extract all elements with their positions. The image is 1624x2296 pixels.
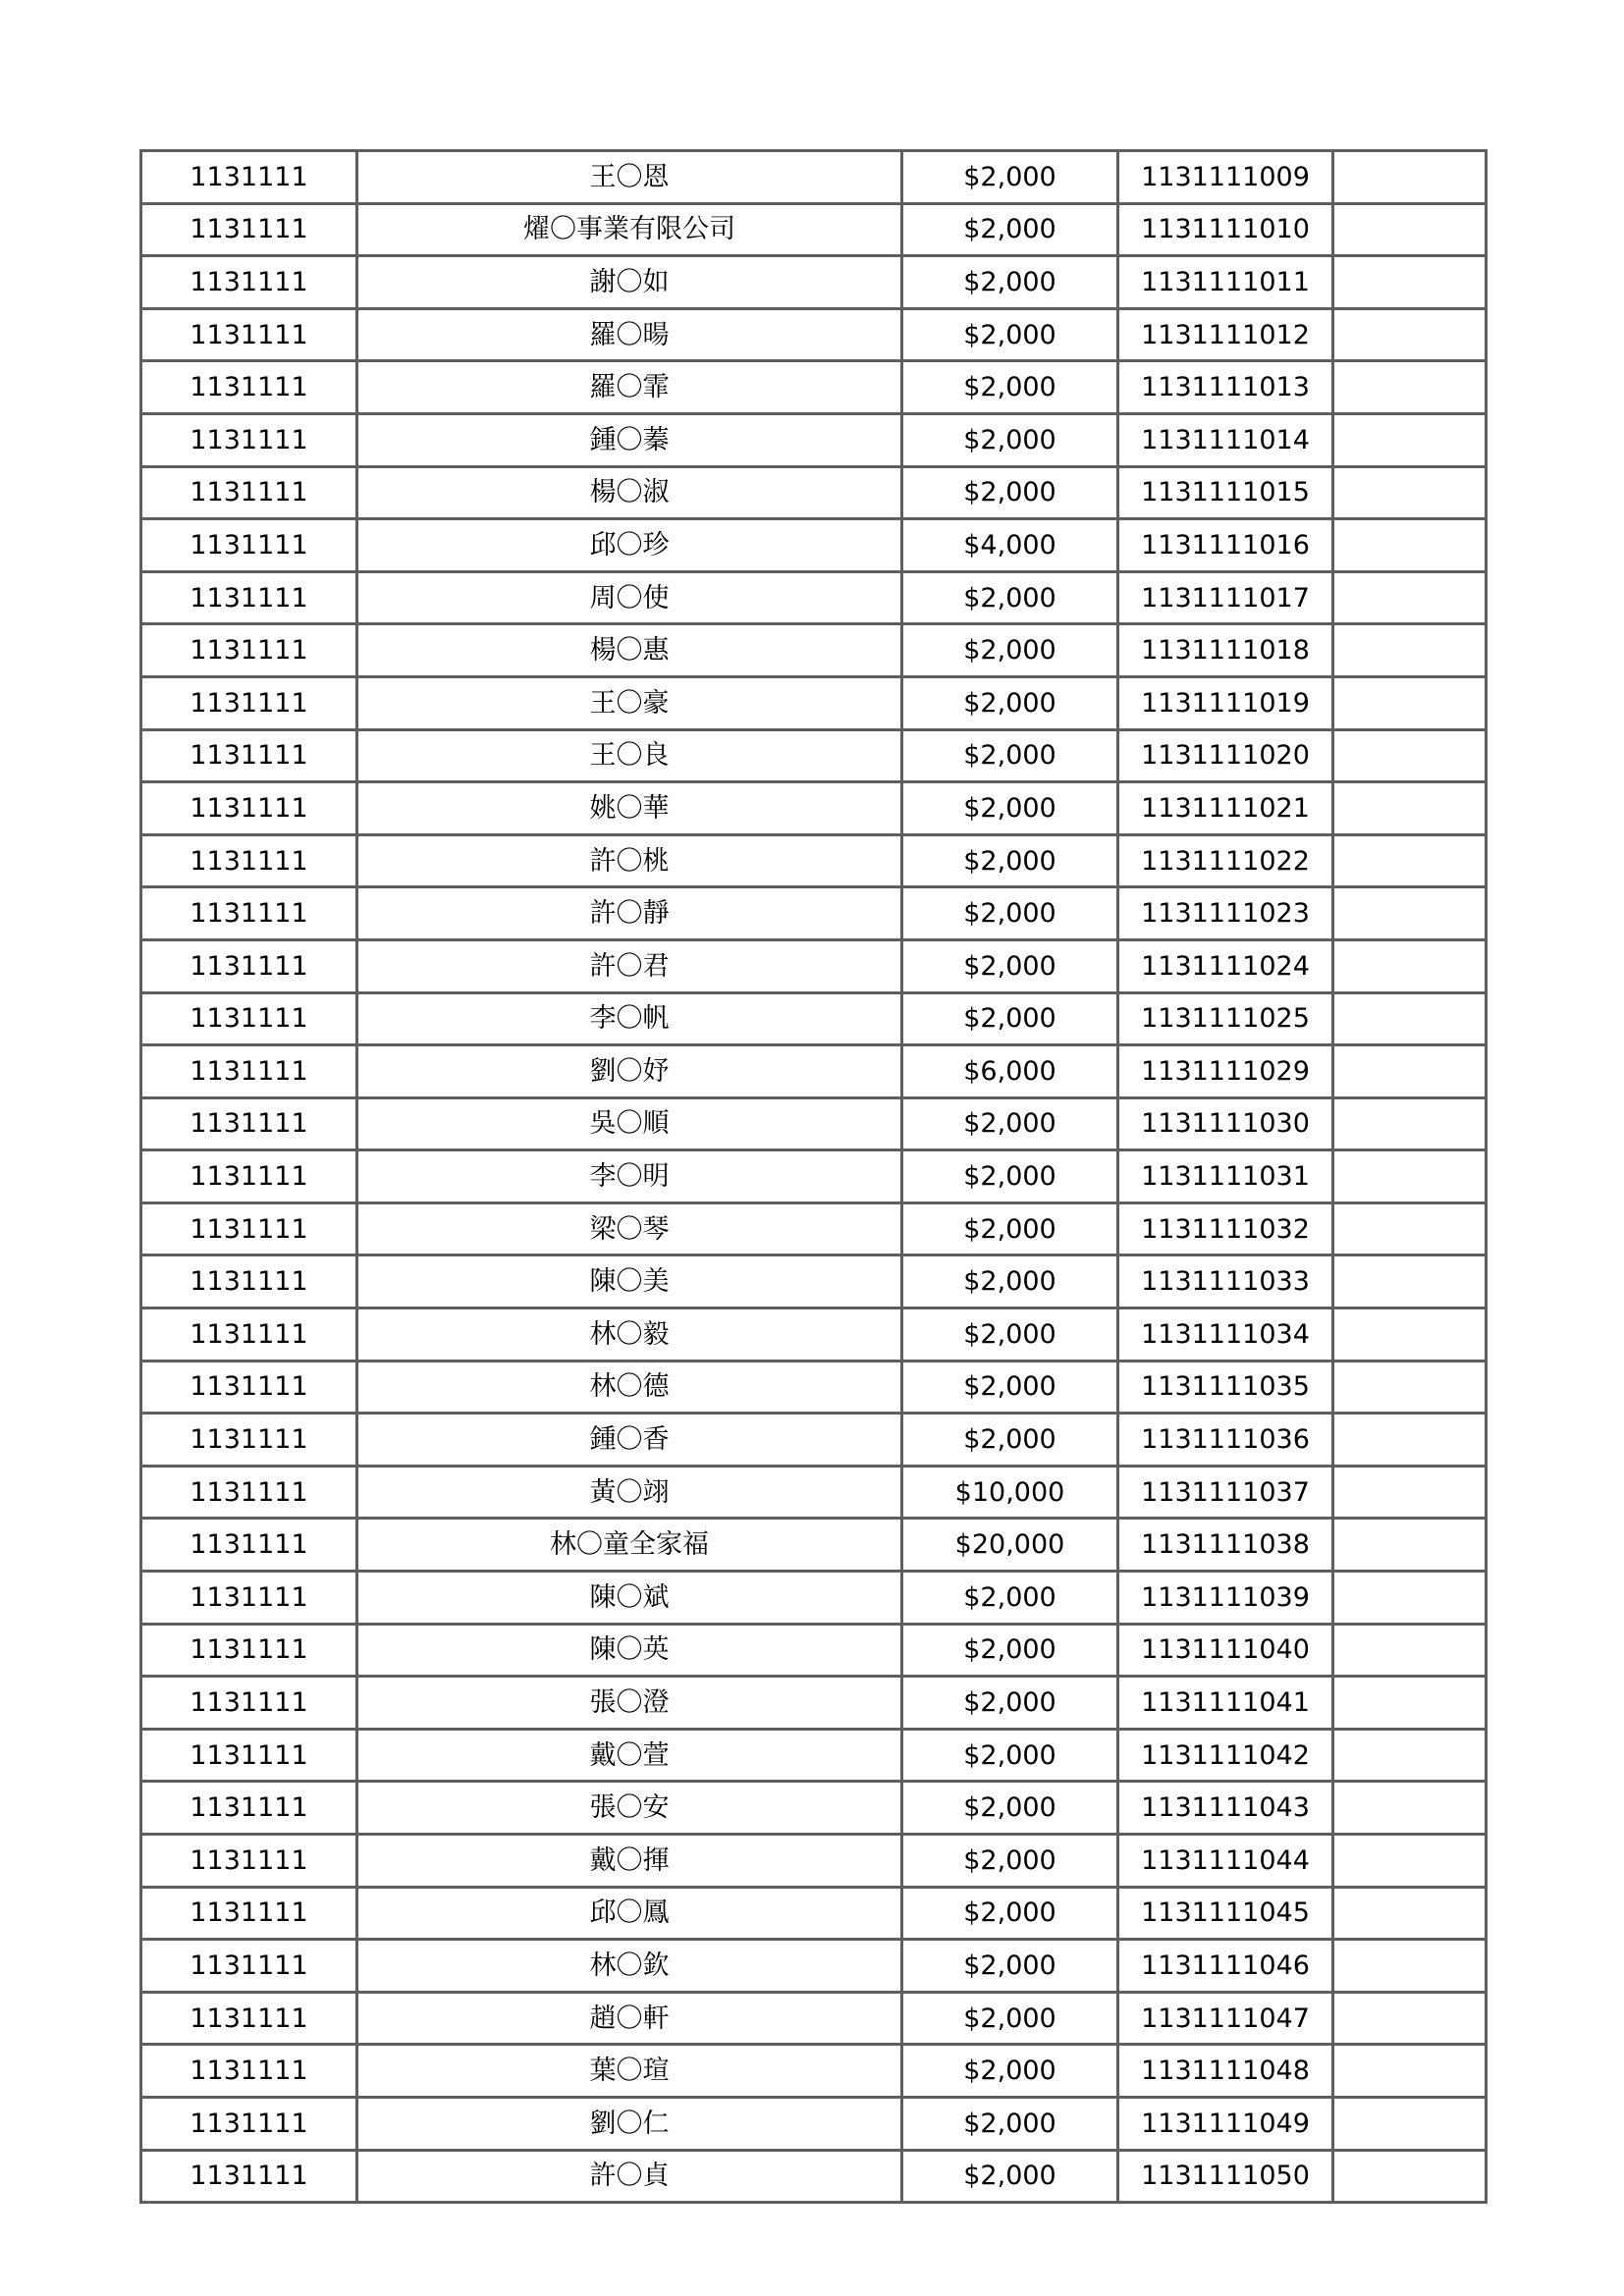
note-cell bbox=[1333, 203, 1487, 256]
receipt-number-cell: 1131111009 bbox=[1118, 151, 1333, 204]
receipt-number-cell: 1131111041 bbox=[1118, 1677, 1333, 1730]
donor-name-cell: 楊〇淑 bbox=[357, 466, 902, 519]
note-cell bbox=[1333, 1519, 1487, 1572]
receipt-number-cell: 1131111048 bbox=[1118, 2045, 1333, 2098]
amount-cell: $2,000 bbox=[902, 571, 1118, 624]
table-row bbox=[141, 466, 1487, 519]
receipt-number-cell: 1131111011 bbox=[1118, 256, 1333, 309]
donor-name-cell: 梁〇琴 bbox=[357, 1202, 902, 1255]
amount-cell: $2,000 bbox=[902, 1361, 1118, 1414]
note-cell bbox=[1333, 361, 1487, 414]
table-row bbox=[141, 1519, 1487, 1572]
note-cell bbox=[1333, 256, 1487, 309]
date-cell: 1131111 bbox=[141, 256, 357, 309]
table-row bbox=[141, 1782, 1487, 1835]
receipt-number-cell: 1131111030 bbox=[1118, 1097, 1333, 1150]
amount-cell: $2,000 bbox=[902, 203, 1118, 256]
receipt-number-cell: 1131111050 bbox=[1118, 2150, 1333, 2203]
note-cell bbox=[1333, 676, 1487, 729]
table-row bbox=[141, 624, 1487, 677]
table-row bbox=[141, 1677, 1487, 1730]
receipt-number-cell: 1131111025 bbox=[1118, 992, 1333, 1045]
donor-name-cell: 林〇欽 bbox=[357, 1940, 902, 1993]
receipt-number-cell: 1131111033 bbox=[1118, 1255, 1333, 1308]
donor-name-cell: 王〇良 bbox=[357, 729, 902, 782]
date-cell: 1131111 bbox=[141, 992, 357, 1045]
donor-name-cell: 林〇童全家福 bbox=[357, 1519, 902, 1572]
donor-name-cell: 羅〇霏 bbox=[357, 361, 902, 414]
table-row bbox=[141, 1992, 1487, 2045]
amount-cell: $4,000 bbox=[902, 519, 1118, 572]
donor-name-cell: 陳〇美 bbox=[357, 1255, 902, 1308]
note-cell bbox=[1333, 1097, 1487, 1150]
amount-cell: $2,000 bbox=[902, 1255, 1118, 1308]
date-cell: 1131111 bbox=[141, 1466, 357, 1519]
receipt-number-cell: 1131111023 bbox=[1118, 887, 1333, 940]
note-cell bbox=[1333, 1045, 1487, 1098]
date-cell: 1131111 bbox=[141, 1572, 357, 1625]
receipt-number-cell: 1131111018 bbox=[1118, 624, 1333, 677]
note-cell bbox=[1333, 1729, 1487, 1782]
donor-name-cell: 戴〇萱 bbox=[357, 1729, 902, 1782]
date-cell: 1131111 bbox=[141, 2150, 357, 2203]
receipt-number-cell: 1131111045 bbox=[1118, 1887, 1333, 1940]
table-row bbox=[141, 992, 1487, 1045]
donor-name-cell: 李〇帆 bbox=[357, 992, 902, 1045]
date-cell: 1131111 bbox=[141, 571, 357, 624]
donor-name-cell: 羅〇暘 bbox=[357, 308, 902, 361]
date-cell: 1131111 bbox=[141, 1519, 357, 1572]
donor-name-cell: 燿〇事業有限公司 bbox=[357, 203, 902, 256]
amount-cell: $2,000 bbox=[902, 1414, 1118, 1467]
amount-cell: $2,000 bbox=[902, 1202, 1118, 1255]
table-row bbox=[141, 571, 1487, 624]
date-cell: 1131111 bbox=[141, 466, 357, 519]
amount-cell: $2,000 bbox=[902, 1729, 1118, 1782]
table-row bbox=[141, 887, 1487, 940]
table-row bbox=[141, 834, 1487, 887]
donor-name-cell: 王〇恩 bbox=[357, 151, 902, 204]
date-cell: 1131111 bbox=[141, 203, 357, 256]
note-cell bbox=[1333, 1992, 1487, 2045]
amount-cell: $10,000 bbox=[902, 1466, 1118, 1519]
receipt-number-cell: 1131111046 bbox=[1118, 1940, 1333, 1993]
receipt-number-cell: 1131111049 bbox=[1118, 2097, 1333, 2150]
receipt-number-cell: 1131111019 bbox=[1118, 676, 1333, 729]
date-cell: 1131111 bbox=[141, 1255, 357, 1308]
donor-name-cell: 許〇靜 bbox=[357, 887, 902, 940]
table-row bbox=[141, 1835, 1487, 1888]
amount-cell: $2,000 bbox=[902, 782, 1118, 835]
receipt-number-cell: 1131111042 bbox=[1118, 1729, 1333, 1782]
table-row bbox=[141, 256, 1487, 309]
table-row bbox=[141, 151, 1487, 204]
note-cell bbox=[1333, 834, 1487, 887]
date-cell: 1131111 bbox=[141, 1361, 357, 1414]
table-row bbox=[141, 1202, 1487, 1255]
date-cell: 1131111 bbox=[141, 1097, 357, 1150]
receipt-number-cell: 1131111040 bbox=[1118, 1624, 1333, 1677]
receipt-number-cell: 1131111038 bbox=[1118, 1519, 1333, 1572]
table-row bbox=[141, 1361, 1487, 1414]
note-cell bbox=[1333, 571, 1487, 624]
receipt-number-cell: 1131111039 bbox=[1118, 1572, 1333, 1625]
amount-cell: $20,000 bbox=[902, 1519, 1118, 1572]
note-cell bbox=[1333, 2150, 1487, 2203]
amount-cell: $2,000 bbox=[902, 413, 1118, 466]
table-row bbox=[141, 1466, 1487, 1519]
note-cell bbox=[1333, 1572, 1487, 1625]
table-row bbox=[141, 413, 1487, 466]
receipt-number-cell: 1131111036 bbox=[1118, 1414, 1333, 1467]
table-row bbox=[141, 1308, 1487, 1362]
receipt-number-cell: 1131111017 bbox=[1118, 571, 1333, 624]
table-row bbox=[141, 1887, 1487, 1940]
receipt-number-cell: 1131111043 bbox=[1118, 1782, 1333, 1835]
table-row bbox=[141, 1255, 1487, 1308]
amount-cell: $2,000 bbox=[902, 834, 1118, 887]
note-cell bbox=[1333, 1414, 1487, 1467]
date-cell: 1131111 bbox=[141, 676, 357, 729]
date-cell: 1131111 bbox=[141, 1887, 357, 1940]
donor-name-cell: 趙〇軒 bbox=[357, 1992, 902, 2045]
date-cell: 1131111 bbox=[141, 1677, 357, 1730]
amount-cell: $2,000 bbox=[902, 1624, 1118, 1677]
note-cell bbox=[1333, 1308, 1487, 1362]
date-cell: 1131111 bbox=[141, 782, 357, 835]
table-row bbox=[141, 1097, 1487, 1150]
amount-cell: $2,000 bbox=[902, 1308, 1118, 1362]
amount-cell: $2,000 bbox=[902, 2097, 1118, 2150]
amount-cell: $2,000 bbox=[902, 992, 1118, 1045]
note-cell bbox=[1333, 624, 1487, 677]
amount-cell: $2,000 bbox=[902, 1677, 1118, 1730]
receipt-number-cell: 1131111022 bbox=[1118, 834, 1333, 887]
date-cell: 1131111 bbox=[141, 1835, 357, 1888]
note-cell bbox=[1333, 1466, 1487, 1519]
receipt-number-cell: 1131111014 bbox=[1118, 413, 1333, 466]
amount-cell: $2,000 bbox=[902, 1097, 1118, 1150]
note-cell bbox=[1333, 729, 1487, 782]
donation-table-body bbox=[141, 151, 1487, 2203]
amount-cell: $2,000 bbox=[902, 151, 1118, 204]
date-cell: 1131111 bbox=[141, 1150, 357, 1203]
donor-name-cell: 鍾〇蓁 bbox=[357, 413, 902, 466]
receipt-number-cell: 1131111029 bbox=[1118, 1045, 1333, 1098]
table-row bbox=[141, 1572, 1487, 1625]
table-row bbox=[141, 1624, 1487, 1677]
note-cell bbox=[1333, 519, 1487, 572]
table-row bbox=[141, 308, 1487, 361]
donor-name-cell: 王〇豪 bbox=[357, 676, 902, 729]
table-row bbox=[141, 782, 1487, 835]
donor-name-cell: 鍾〇香 bbox=[357, 1414, 902, 1467]
table-row bbox=[141, 2097, 1487, 2150]
amount-cell: $2,000 bbox=[902, 361, 1118, 414]
donor-name-cell: 許〇君 bbox=[357, 939, 902, 992]
table-row bbox=[141, 1940, 1487, 1993]
note-cell bbox=[1333, 992, 1487, 1045]
receipt-number-cell: 1131111013 bbox=[1118, 361, 1333, 414]
amount-cell: $2,000 bbox=[902, 1572, 1118, 1625]
receipt-number-cell: 1131111016 bbox=[1118, 519, 1333, 572]
date-cell: 1131111 bbox=[141, 308, 357, 361]
date-cell: 1131111 bbox=[141, 2097, 357, 2150]
date-cell: 1131111 bbox=[141, 1045, 357, 1098]
donor-name-cell: 邱〇鳳 bbox=[357, 1887, 902, 1940]
note-cell bbox=[1333, 1202, 1487, 1255]
table-row bbox=[141, 519, 1487, 572]
note-cell bbox=[1333, 151, 1487, 204]
donation-table bbox=[139, 149, 1488, 2204]
table-row bbox=[141, 361, 1487, 414]
note-cell bbox=[1333, 1887, 1487, 1940]
receipt-number-cell: 1131111037 bbox=[1118, 1466, 1333, 1519]
date-cell: 1131111 bbox=[141, 1729, 357, 1782]
donor-name-cell: 謝〇如 bbox=[357, 256, 902, 309]
table-row bbox=[141, 2150, 1487, 2203]
date-cell: 1131111 bbox=[141, 729, 357, 782]
table-row bbox=[141, 1045, 1487, 1098]
donor-name-cell: 姚〇華 bbox=[357, 782, 902, 835]
amount-cell: $2,000 bbox=[902, 1835, 1118, 1888]
table-row bbox=[141, 1414, 1487, 1467]
receipt-number-cell: 1131111034 bbox=[1118, 1308, 1333, 1362]
amount-cell: $2,000 bbox=[902, 1992, 1118, 2045]
table-row bbox=[141, 1150, 1487, 1203]
donor-name-cell: 李〇明 bbox=[357, 1150, 902, 1203]
amount-cell: $6,000 bbox=[902, 1045, 1118, 1098]
donor-name-cell: 邱〇珍 bbox=[357, 519, 902, 572]
note-cell bbox=[1333, 1782, 1487, 1835]
date-cell: 1131111 bbox=[141, 834, 357, 887]
date-cell: 1131111 bbox=[141, 361, 357, 414]
donor-name-cell: 林〇毅 bbox=[357, 1308, 902, 1362]
donor-name-cell: 周〇使 bbox=[357, 571, 902, 624]
note-cell bbox=[1333, 2097, 1487, 2150]
date-cell: 1131111 bbox=[141, 887, 357, 940]
note-cell bbox=[1333, 887, 1487, 940]
donor-name-cell: 楊〇惠 bbox=[357, 624, 902, 677]
table-row bbox=[141, 2045, 1487, 2098]
date-cell: 1131111 bbox=[141, 1202, 357, 1255]
date-cell: 1131111 bbox=[141, 1992, 357, 2045]
date-cell: 1131111 bbox=[141, 1940, 357, 1993]
donor-name-cell: 陳〇斌 bbox=[357, 1572, 902, 1625]
note-cell bbox=[1333, 939, 1487, 992]
amount-cell: $2,000 bbox=[902, 256, 1118, 309]
amount-cell: $2,000 bbox=[902, 1887, 1118, 1940]
date-cell: 1131111 bbox=[141, 413, 357, 466]
donor-name-cell: 黃〇翊 bbox=[357, 1466, 902, 1519]
receipt-number-cell: 1131111032 bbox=[1118, 1202, 1333, 1255]
table-row bbox=[141, 729, 1487, 782]
note-cell bbox=[1333, 1624, 1487, 1677]
receipt-number-cell: 1131111012 bbox=[1118, 308, 1333, 361]
table-row bbox=[141, 939, 1487, 992]
note-cell bbox=[1333, 413, 1487, 466]
donor-name-cell: 劉〇妤 bbox=[357, 1045, 902, 1098]
note-cell bbox=[1333, 466, 1487, 519]
amount-cell: $2,000 bbox=[902, 466, 1118, 519]
receipt-number-cell: 1131111024 bbox=[1118, 939, 1333, 992]
donor-name-cell: 許〇貞 bbox=[357, 2150, 902, 2203]
date-cell: 1131111 bbox=[141, 1308, 357, 1362]
amount-cell: $2,000 bbox=[902, 1150, 1118, 1203]
donor-name-cell: 葉〇瑄 bbox=[357, 2045, 902, 2098]
date-cell: 1131111 bbox=[141, 519, 357, 572]
note-cell bbox=[1333, 2045, 1487, 2098]
donor-name-cell: 吳〇順 bbox=[357, 1097, 902, 1150]
donor-name-cell: 陳〇英 bbox=[357, 1624, 902, 1677]
receipt-number-cell: 1131111010 bbox=[1118, 203, 1333, 256]
note-cell bbox=[1333, 1677, 1487, 1730]
date-cell: 1131111 bbox=[141, 2045, 357, 2098]
donor-name-cell: 戴〇揮 bbox=[357, 1835, 902, 1888]
donor-name-cell: 張〇澄 bbox=[357, 1677, 902, 1730]
table-row bbox=[141, 1729, 1487, 1782]
receipt-number-cell: 1131111031 bbox=[1118, 1150, 1333, 1203]
receipt-number-cell: 1131111021 bbox=[1118, 782, 1333, 835]
note-cell bbox=[1333, 1940, 1487, 1993]
donor-name-cell: 張〇安 bbox=[357, 1782, 902, 1835]
date-cell: 1131111 bbox=[141, 939, 357, 992]
amount-cell: $2,000 bbox=[902, 308, 1118, 361]
amount-cell: $2,000 bbox=[902, 1782, 1118, 1835]
date-cell: 1131111 bbox=[141, 1782, 357, 1835]
table-row bbox=[141, 203, 1487, 256]
donor-name-cell: 林〇德 bbox=[357, 1361, 902, 1414]
date-cell: 1131111 bbox=[141, 1414, 357, 1467]
donor-name-cell: 許〇桃 bbox=[357, 834, 902, 887]
note-cell bbox=[1333, 1255, 1487, 1308]
note-cell bbox=[1333, 1150, 1487, 1203]
note-cell bbox=[1333, 1361, 1487, 1414]
receipt-number-cell: 1131111047 bbox=[1118, 1992, 1333, 2045]
note-cell bbox=[1333, 308, 1487, 361]
amount-cell: $2,000 bbox=[902, 2150, 1118, 2203]
amount-cell: $2,000 bbox=[902, 1940, 1118, 1993]
amount-cell: $2,000 bbox=[902, 729, 1118, 782]
note-cell bbox=[1333, 782, 1487, 835]
amount-cell: $2,000 bbox=[902, 939, 1118, 992]
table-row bbox=[141, 676, 1487, 729]
amount-cell: $2,000 bbox=[902, 676, 1118, 729]
receipt-number-cell: 1131111015 bbox=[1118, 466, 1333, 519]
note-cell bbox=[1333, 1835, 1487, 1888]
date-cell: 1131111 bbox=[141, 1624, 357, 1677]
date-cell: 1131111 bbox=[141, 624, 357, 677]
amount-cell: $2,000 bbox=[902, 2045, 1118, 2098]
donor-name-cell: 劉〇仁 bbox=[357, 2097, 902, 2150]
amount-cell: $2,000 bbox=[902, 624, 1118, 677]
amount-cell: $2,000 bbox=[902, 887, 1118, 940]
receipt-number-cell: 1131111035 bbox=[1118, 1361, 1333, 1414]
receipt-number-cell: 1131111044 bbox=[1118, 1835, 1333, 1888]
date-cell: 1131111 bbox=[141, 151, 357, 204]
receipt-number-cell: 1131111020 bbox=[1118, 729, 1333, 782]
